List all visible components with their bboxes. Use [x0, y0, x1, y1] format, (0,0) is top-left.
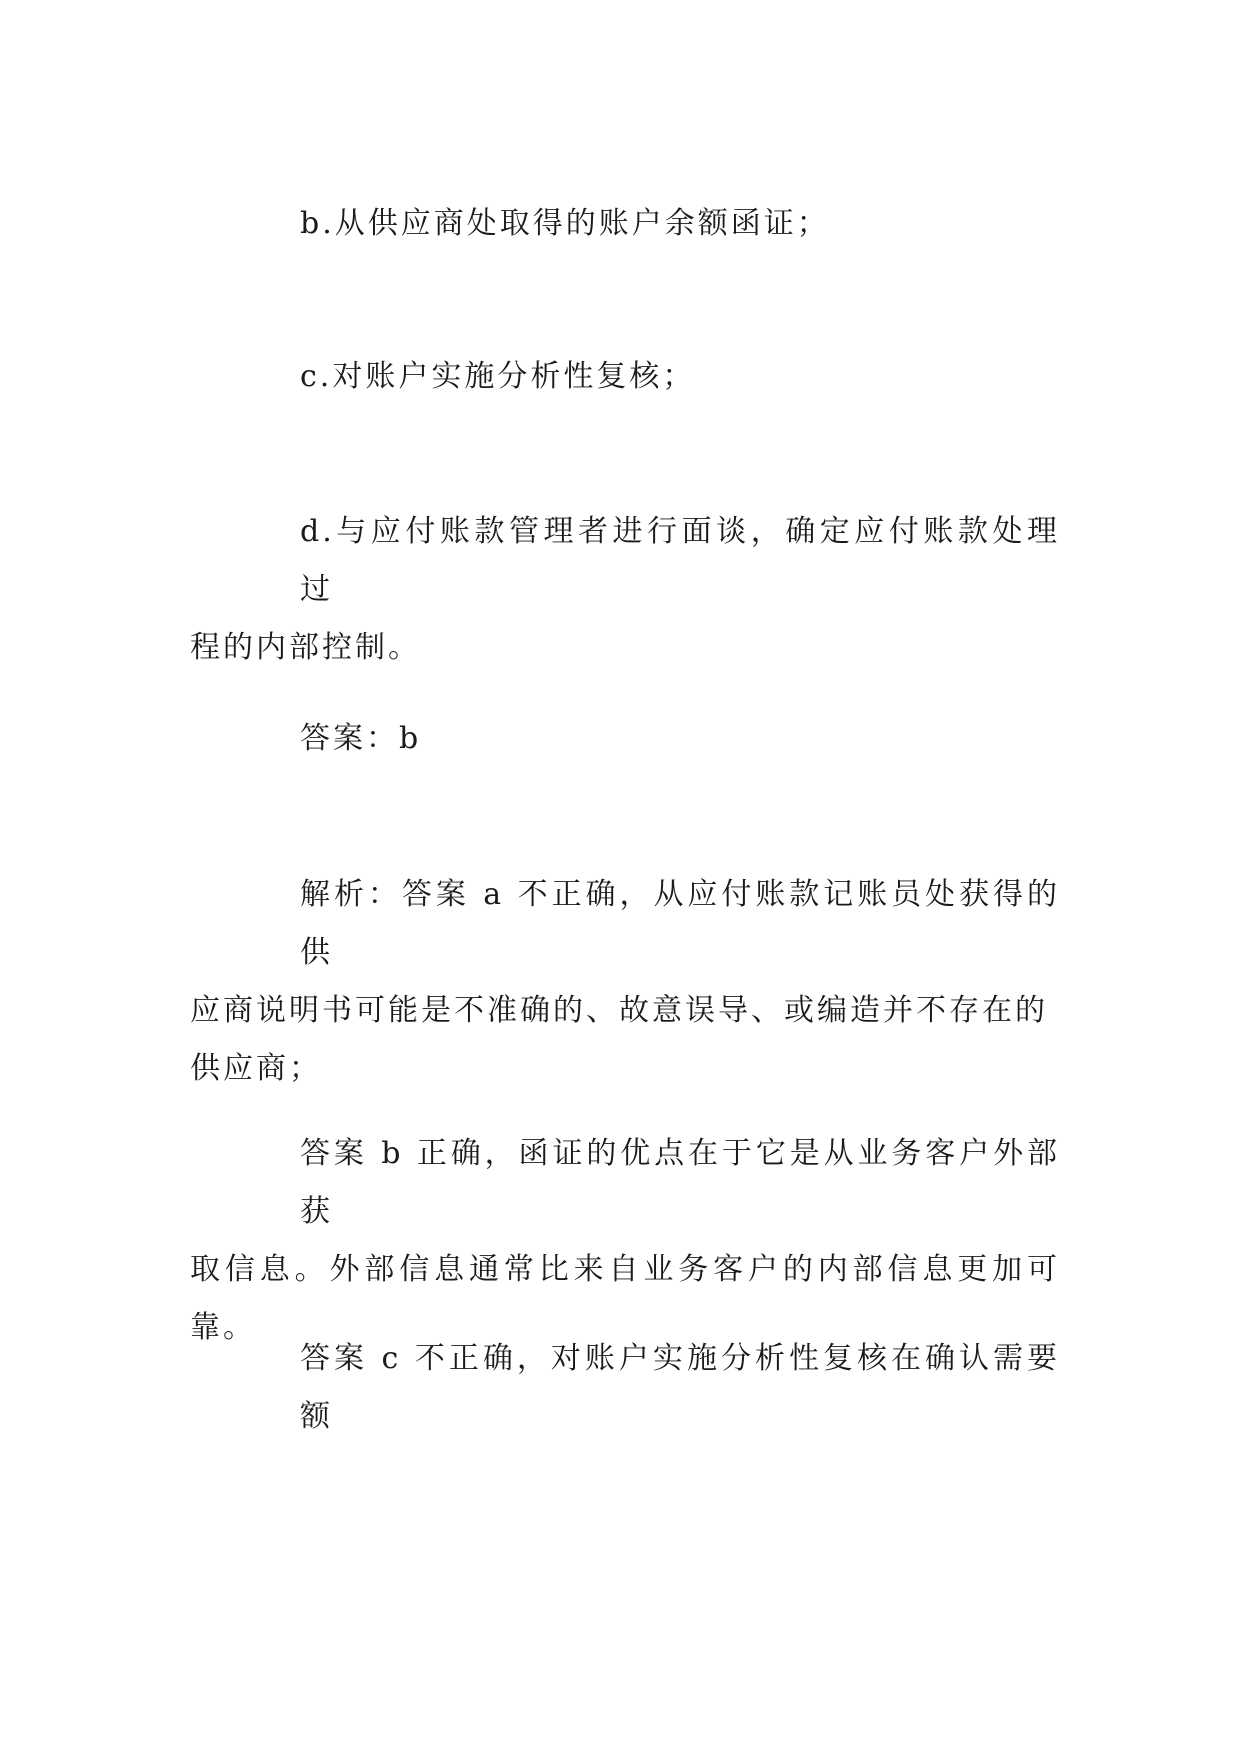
analysis-c-line-1: 答案 c 不正确，对账户实施分析性复核在确认需要额 [300, 1341, 1060, 1434]
analysis-a-line-3: 供应商； [190, 1051, 322, 1086]
option-d-line-2: 程的内部控制。 [190, 630, 421, 665]
analysis-b-line-2: 取信息。外部信息通常比来自业务客户的内部信息更加可靠。 [190, 1252, 1060, 1345]
option-d-line-1: d.与应付账款管理者进行面谈，确定应付账款处理过 [300, 514, 1060, 607]
analysis-a-paragraph [190, 866, 1060, 1098]
analysis-b-line-1: 答案 b 正确，函证的优点在于它是从业务客户外部获 [300, 1136, 1060, 1229]
analysis-a-line-2: 应商说明书可能是不准确的、故意误导、或编造并不存在的 [190, 993, 1048, 1028]
analysis-c-paragraph [190, 1330, 1060, 1446]
answer-paragraph [190, 710, 1060, 768]
option-b-text: b.从供应商处取得的账户余额函证； [300, 206, 830, 241]
analysis-a-line-1: 解析：答案 a 不正确，从应付账款记账员处获得的供 [300, 877, 1060, 970]
option-c-paragraph [190, 348, 1060, 406]
option-d-paragraph [190, 503, 1060, 677]
analysis-b-paragraph [190, 1125, 1060, 1357]
answer-text: 答案：b [300, 721, 422, 756]
option-c-text: c.对账户实施分析性复核； [300, 359, 696, 394]
option-b-paragraph [190, 195, 1060, 253]
